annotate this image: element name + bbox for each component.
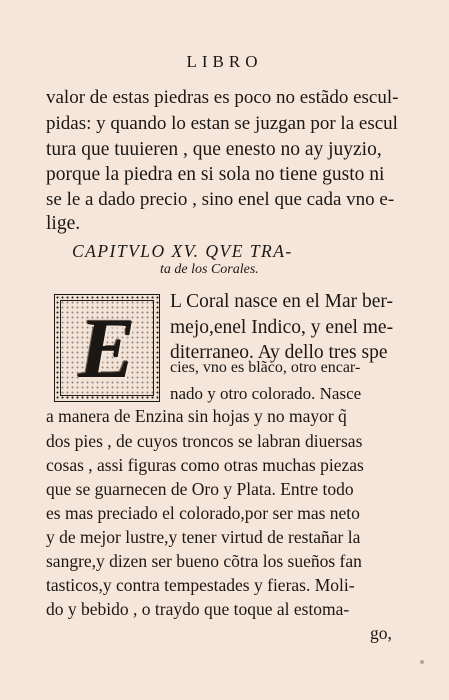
initial-letter: E xyxy=(78,300,136,396)
running-header: LIBRO xyxy=(186,52,263,71)
text-line: mejo,enel Indico, y enel me- xyxy=(170,317,394,338)
text-line: porque la piedra en si sola no tiene gusto ni xyxy=(46,164,385,185)
chapter-subheading: ta de los Corales. xyxy=(160,262,259,277)
text-line: se le a dado precio , sino enel que cada vno e- xyxy=(46,189,395,210)
text-line: cies, vno es blãco, otro encar- xyxy=(170,359,361,376)
text-line: lige. xyxy=(46,213,81,234)
text-line: nado y otro colorado. Nasce xyxy=(170,384,362,403)
chapter-heading: CAPITVLO XV. QVE TRA- xyxy=(72,241,293,261)
text-line: que se guarnecen de Oro y Plata. Entre todo xyxy=(46,479,354,499)
page-speck xyxy=(420,660,424,664)
text-line: sangre,y dizen ser bueno cõtra los sueños fan xyxy=(46,551,362,571)
text-line: tura que tuuieren , que enesto no ay juyzio, xyxy=(46,139,382,160)
text-line: a manera de Enzina sin hojas y no mayor q̃ xyxy=(46,406,347,426)
text-line: cosas , assi figuras como otras muchas piezas xyxy=(46,455,364,475)
text-line: L Coral nasce en el Mar ber- xyxy=(170,291,394,312)
text-line: do y bebido , o traydo que toque al estoma- xyxy=(46,599,350,619)
text-line: diterraneo. Ay dello tres spe xyxy=(170,342,388,363)
text-line: valor de estas piedras es poco no estãdo escul- xyxy=(46,87,399,108)
text-line: tasticos,y contra tempestades y fieras. Moli- xyxy=(46,575,355,595)
text-line: pidas: y quando lo estan se juzgan por la escul xyxy=(46,113,398,134)
initial-frame xyxy=(60,300,154,396)
decorated-initial xyxy=(54,294,160,402)
text-line: dos pies , de cuyos troncos se labran diuersas xyxy=(46,431,363,451)
text-line: es mas preciado el colorado,por ser mas neto xyxy=(46,503,360,523)
text-line: go, xyxy=(370,623,392,643)
text-line: y de mejor lustre,y tener virtud de restañar la xyxy=(46,527,361,547)
